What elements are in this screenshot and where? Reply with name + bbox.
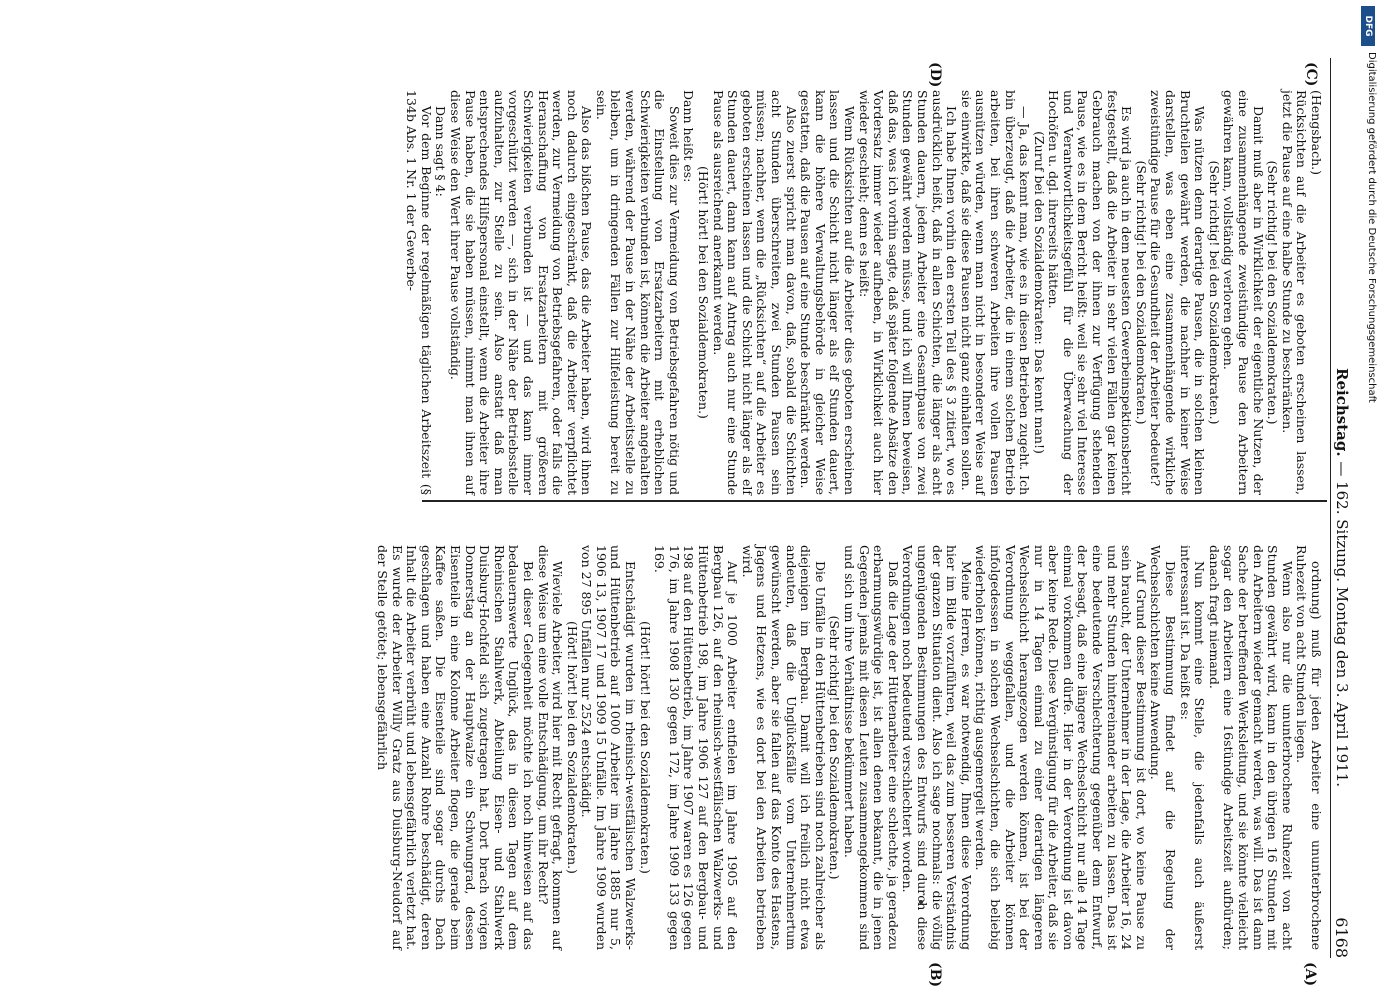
quotation: Soweit dies zur Vermeidung von Betriebsgefahren nötig und die Einstellung von Ersatzarbeitern mit erheblichen Schwierigkeiten verbunden ist, können die Arbeiter angehalten werden, während der Pause in der Nähe der Arbeitsstelle zu bleiben, um in dringenden Fällen zur Hilfeleistung bereit zu sein. bbox=[593, 90, 682, 495]
interjection: (Hört! hört! bei den Sozialdemokraten.) bbox=[696, 166, 712, 419]
quotation: ordnung) muß für jeden Arbeiter eine ununterbrochene Ruhezeit von acht Stunden liegen. bbox=[1294, 545, 1324, 950]
speaker-name: (Hengsbach.) bbox=[1309, 90, 1324, 175]
right-column bbox=[375, 545, 1324, 950]
paragraph: Auf je 1000 Arbeiter entfielen im Jahre 1905 auf den Bergbau 126, auf den rheinisch-westfälischen Walzwerks- und Hüttenbetrieb 198, im Jahre 1906 127 auf den Bergbau- und 198 auf den Hüttenbetrieb, im Jahre 1907 waren es 126 gegen 176, im Jahre 1908 130 gegen 172, im Jahre 1909 133 gegen 169. bbox=[652, 545, 741, 950]
interjection: (Sehr richtig! bei den Sozialdemokraten.) bbox=[1265, 160, 1281, 425]
paragraph: Rücksichten auf die Arbeiter es geboten erscheinen lassen, jetzt die Pause auf eine halbe Stunde zu beschränken. bbox=[1279, 90, 1310, 495]
dfg-logo-icon: DFG bbox=[1361, 6, 1375, 46]
quotation: Diese Bestimmung findet auf die Regelung der Wechselschichten keine Anwendung. bbox=[1148, 545, 1179, 950]
interjection: (Sehr richtig! bei den Sozialdemokraten.) bbox=[1133, 160, 1149, 425]
paragraph: Was nützen denn derartige Pausen, die in solchen kleinen Bruchteilen gewährt werden, die nachher in keiner Weise darstellen, was eben eine zusammenhängende wirkliche zweistündige Pause für die Gesundheit der Arbeiter bedeutet? bbox=[1148, 90, 1208, 495]
interjection: (Hört! hört! bei den Sozialdemokraten.) bbox=[637, 621, 653, 874]
paragraph: Auf Grund dieser Bestimmung ist dort, wo keine Pause zu sein braucht, der Unternehmer in der Lage, die Arbeiter 16, 24 und mehr Stunden hintereinander arbeiten zu lassen. Das ist eine bedeutende Verschlechterung gegenüber dem Entwurf, der besagt, daß eine längere Wechselschicht nur alle 14 Tage einmal vorkommen dürfe. Hier in der Verordnung ist davon aber keine Rede. Diese Vergünstigung für die Arbeiter, daß sie nur in 14 Tagen einmal zu einer derartigen längeren Wechselschicht herangezogen werden können, ist bei der Verordnung weggefallen, und die Arbeiter können infolgedessen in solchen Wechselschichten, die sich beliebig wiederholen können, richtig ausgemergelt werden. bbox=[973, 545, 1149, 950]
margin-marker-c: (C) bbox=[1303, 62, 1319, 87]
interjection: (Sehr richtig! bei den Sozialdemokraten.) bbox=[1206, 160, 1222, 425]
left-column bbox=[404, 90, 1324, 495]
paragraph: Wenn also nur die ununterbrochene Ruhezeit von acht Stunden gewährt wird, kann in den übrigen 16 Stunden mit den Arbeitern wieder gemacht werden, was will. Das ist dann Sache der betreffenden Werksleitung, und sie könnte vielleicht sogar den Arbeitern eine 16stündige Arbeitszeit aufbürden; danach fragt niemand. bbox=[1206, 545, 1295, 950]
page-title bbox=[1333, 368, 1351, 787]
paragraph: Nun kommt eine Stelle, die jedenfalls auch äußerst interessant ist. Da heißt es: bbox=[1177, 545, 1208, 950]
column-divider bbox=[422, 500, 1327, 502]
paragraph: Entschädigt wurden im rheinisch-westfälischen Walzwerks- und Hüttenbetrieb auf 1000 Arbeiter im Jahre 1885 nur 5, 1906 13, 1907 17 und 1909 15 Unfälle. Im Jahre 1909 wurden von 27 895 Unfällen nur 2524 entschädigt. bbox=[579, 545, 639, 950]
margin-marker-d: (D) bbox=[927, 62, 943, 88]
paragraph: Also das bißchen Pause, das die Arbeiter haben, wird ihnen noch dadurch eingeschränkt, daß die Arbeiter verpflichtet werden, zur Vermeidung von Betriebsgefahren, oder falls die Heranschaffung von Ersatzarbeitern mit größeren Schwierigkeiten verbunden ist — und das kann immer vorgeschützt werden —, sich in der Nähe der Betriebsstelle aufzuhalten, zur Stelle zu sein. Also anstatt daß man entsprechendes Hilfspersonal einstellt, wenn die Arbeiter ihre Pause haben, die sie haben müssen, nimmt man ihnen auf diese Weise den Wert ihrer Pause vollständig. bbox=[447, 90, 595, 495]
paragraph: Dann sagt § 4: bbox=[433, 106, 449, 197]
paragraph: Die Unfälle in den Hüttenbetrieben sind noch zahlreicher als diejenigen im Bergbau. Damit will ich freilich nicht etwa andeuten, daß die Unglücksfälle vom Unternehmertum gewünscht werden, aber sie fallen auf das Konto des Hastens, Jagens und Hetzens, wie es dort bei den Arbeiten betrieben wird. bbox=[739, 545, 828, 950]
header-rule bbox=[1330, 58, 1331, 958]
paragraph: — Ja, das kennt man, wie es in diesen Betrieben zugeht. Ich bin überzeugt, daß die Arbeiter, die in einem solchen Betrieb arbeiten, bei ihren schweren Arbeiten ihre vollen Pausen ausnützen würden, wenn man nicht in besonderer Weise auf sie einwirkte, daß sie diese Pausen nicht ganz einhalten sollen. bbox=[958, 90, 1033, 495]
page-number: 6168 bbox=[1332, 917, 1351, 958]
paragraph: Damit muß aber in Wirklichkeit der eigentliche Nutzen, der eine zusammenhängende zweistündige Pause den Arbeitern gewähren kann, vollständig verloren gehen. bbox=[1221, 90, 1266, 495]
paragraph: Ich habe Ihnen vorhin den ersten Teil des § 3 zitiert, wo es ausdrücklich heißt, daß in allen Schichten, die länger als acht Stunden dauern, jedem Arbeiter eine Gesamtpause von zwei Stunden gewährt werden müsse, und ich will Ihnen beweisen, daß das, was ich vorhin sagte, daß später folgende Absätze den Vordersatz immer wieder aufheben, in Wirklichkeit auch hier wieder geschieht; denn es heißt: bbox=[856, 90, 960, 495]
paragraph: Es wird ja auch in dem neuesten Gewerbeinspektionsbericht festgestellt, daß die Arbeiter in sehr vielen Fällen gar keinen Gebrauch machen von der ihnen zur Verfügung stehenden Pause, wie es in dem Bericht heißt: weil sie sehr viel Interesse und Verantwortlichkeitsgefühl für die Überwachung der Hochöfen u. dgl. ihrerseits hätten. bbox=[1046, 90, 1135, 495]
digitization-credit: Digitalisierung gefördert durch die Deutsche Forschungsgemeinschaft bbox=[1366, 52, 1377, 403]
quotation: Wenn Rücksichten auf die Arbeiter dies geboten erscheinen lassen und die Schicht nicht länger als elf Stunden dauert, kann die höhere Verwaltungsbehörde in gleicher Weise gestatten, daß die Pausen auf eine Stunde beschränkt werden. bbox=[798, 90, 857, 495]
title-reichstag: Reichstag. bbox=[1333, 368, 1351, 457]
paragraph: Bei dieser Gelegenheit möchte ich noch hinweisen auf das bedauernswerte Unglück, das in diesen Tagen auf dem Rheinischen Stahlwerk, Abteilung Eisen- und Stahlwerk Duisburg-Hochfeld sich zugetragen hat. Dort brach vorigen Donnerstag an der Hauptwalze ein Schwungrad, dessen Eisenteile in eine Kolonne Arbeiter flogen, die gerade beim Kaffee saßen. Die Eisenteile sind sogar durchs Dach geschlagen und haben eine Anzahl Rohre beschädigt, deren Inhalt die Arbeiter verbrüht und lebensgefährlich verletzt hat. Es wurde der Arbeiter Willy Gratz aus Duisburg-Neudorf auf der Stelle getötet; lebensgefährlich bbox=[375, 545, 536, 950]
interjection: (Zuruf bei den Sozialdemokraten: Das kennt man!) bbox=[1031, 131, 1047, 454]
margin-marker-a: (A) bbox=[1302, 962, 1318, 987]
title-session: — 162. Sitzung. Montag den 3. April 1911. bbox=[1333, 456, 1351, 788]
paragraph: Daß die Lage der Hüttenarbeiter eine schlechte, ja geradezu erbarmungswürdige ist, ist allen denen bekannt, die in jenen Gegenden jemals mit diesen Leuten zusammengekommen sind und sich um ihre Verhältnisse bekümmert haben. bbox=[842, 545, 901, 950]
paragraph: Meine Herren, es war notwendig, Ihnen diese Verordnung hier im Bilde vorzuführen, weil das zum besseren Verständnis der ganzen Situation dient. Also ich sage nochmals: die völlig ungenügenden Bestimmungen des Entwurfs sind durch diese Verordnungen noch bedeutend verschlechtert worden. bbox=[900, 545, 974, 950]
interjection: (Hört! hört! bei den Sozialdemokraten.) bbox=[564, 621, 580, 874]
interjection: (Sehr richtig! bei den Sozialdemokraten.) bbox=[827, 615, 843, 880]
paragraph: Dann heißt es: bbox=[681, 90, 697, 183]
margin-marker-b: (B) bbox=[927, 962, 943, 988]
paragraph: Wieviele Arbeiter, wird hier mit Recht gefragt, kommen auf diese Weise um eine volle Entschädigung, um ihr Recht? bbox=[535, 545, 566, 950]
paragraph: Also zuerst spricht man davon, daß, sobald die Schichten acht Stunden überschreiten, zwei Stunden Pausen sein müssen; nachher, wenn die „Rücksichten“ auf die Arbeiter es geboten erscheinen lassen und die Schicht nicht länger als elf Stunden dauert, dann kann auf Antrag auch nur eine Stunde Pause als ausreichend anerkannt werden. bbox=[710, 90, 799, 495]
quotation: Vor dem Beginne der regelmäßigen täglichen Arbeitszeit (§ 134b Abs. 1 Nr. 1 der Gewerbe- bbox=[404, 90, 434, 495]
